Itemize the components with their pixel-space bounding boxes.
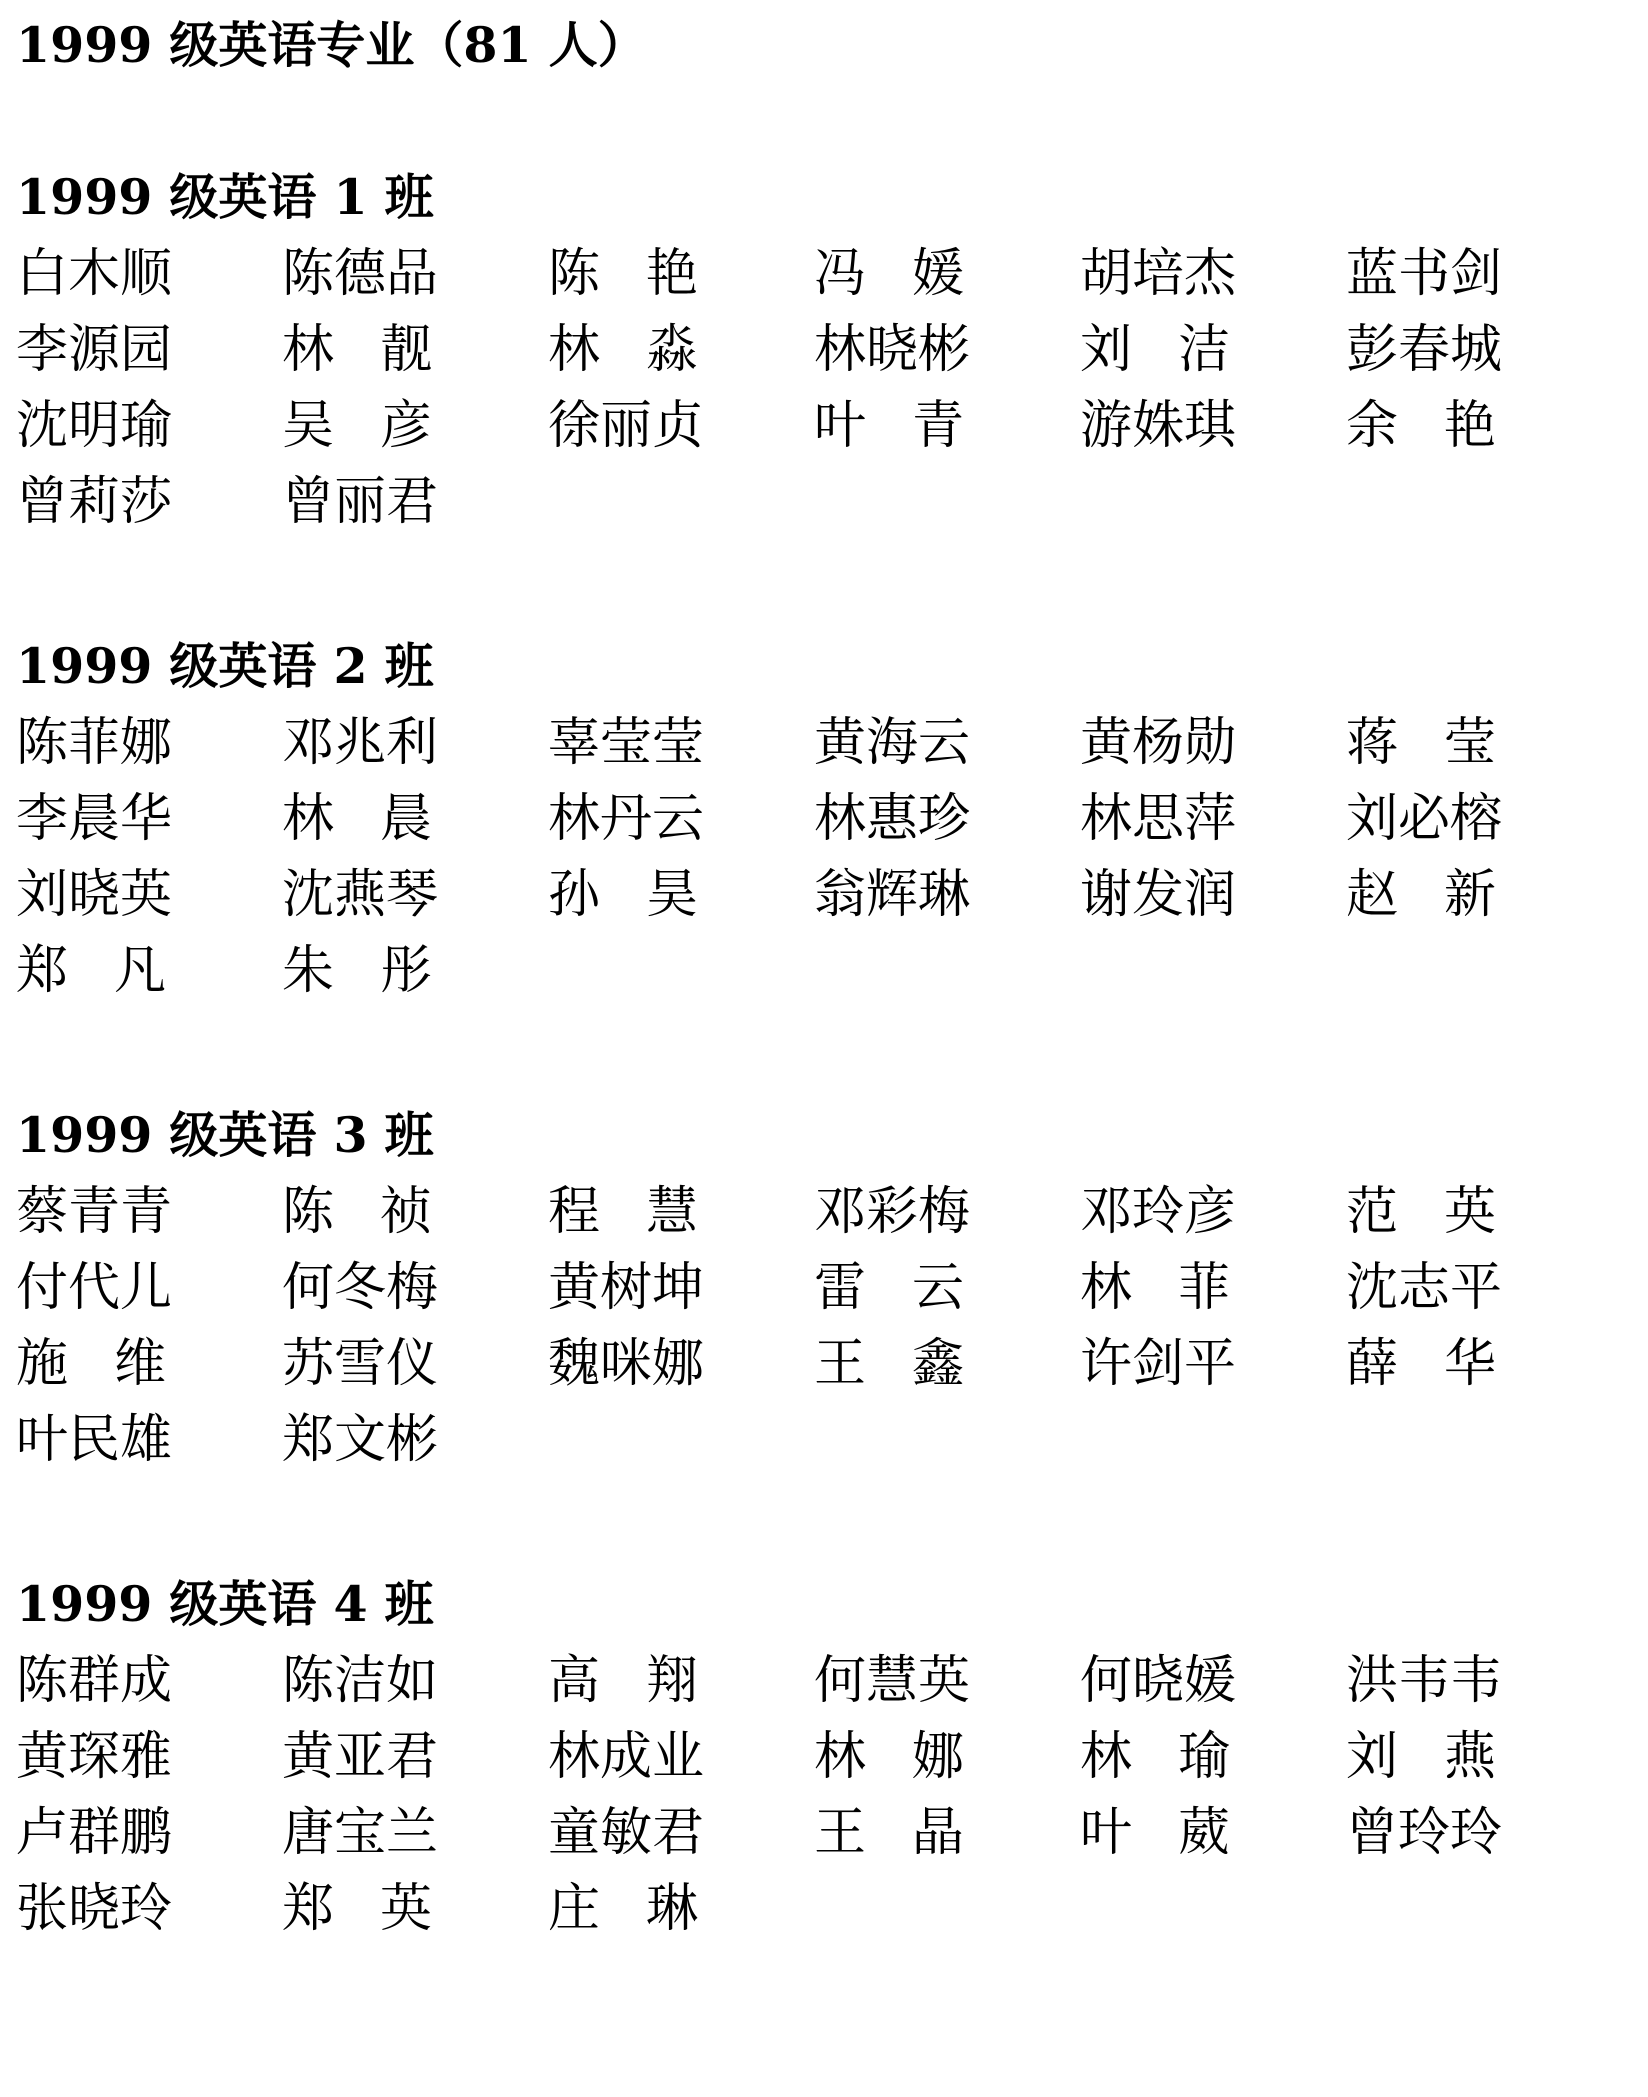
student-name: 黄 树 坤 (548, 1258, 705, 1318)
student-name: 林 靓 (282, 320, 432, 380)
student-name: 沈 燕 琴 (282, 865, 439, 925)
student-name: 曾 莉 莎 (16, 472, 173, 532)
student-name: 王 鑫 (814, 1334, 964, 1394)
student-name: 程 慧 (548, 1182, 698, 1242)
student-name: 邓 兆 利 (282, 713, 439, 773)
student-name: 魏 咪 娜 (548, 1334, 705, 1394)
student-name: 谢 发 润 (1080, 865, 1237, 925)
student-name-grid (16, 1179, 1616, 1483)
student-name-grid (16, 710, 1616, 1014)
student-name: 陈 德 品 (282, 244, 439, 304)
student-name: 曾 玲 玲 (1346, 1803, 1503, 1863)
student-name: 叶 民 雄 (16, 1410, 173, 1470)
student-name: 翁 辉 琳 (814, 865, 971, 925)
class-list (16, 166, 1616, 1952)
student-name: 孙 昊 (548, 865, 698, 925)
student-name: 冯 媛 (814, 244, 964, 304)
student-name: 洪 韦 韦 (1346, 1651, 1503, 1711)
student-name: 徐 丽 贞 (548, 396, 705, 456)
student-name: 刘 燕 (1346, 1727, 1496, 1787)
student-name: 高 翔 (548, 1651, 698, 1711)
student-name: 胡 培 杰 (1080, 244, 1237, 304)
student-name: 李 源 园 (16, 320, 173, 380)
student-name: 何 晓 媛 (1080, 1651, 1237, 1711)
class-section (16, 1104, 1616, 1483)
document-title: 1999 级英语专业（81 人） (16, 16, 647, 74)
class-heading: 1999 级英语 3 班 (16, 1106, 434, 1164)
student-name: 邓 彩 梅 (814, 1182, 971, 1242)
student-name: 林 惠 珍 (814, 789, 971, 849)
student-name: 沈 明 瑜 (16, 396, 173, 456)
student-name: 范 英 (1346, 1182, 1496, 1242)
student-name: 林 晨 (282, 789, 432, 849)
student-name: 林 淼 (548, 320, 698, 380)
student-name: 雷 云 (814, 1258, 964, 1318)
student-name: 蓝 书 剑 (1346, 244, 1503, 304)
student-name: 施 维 (16, 1334, 166, 1394)
student-name: 唐 宝 兰 (282, 1803, 439, 1863)
student-name: 彭 春 城 (1346, 320, 1503, 380)
document-page (16, 14, 1616, 1952)
student-name-grid (16, 241, 1616, 545)
student-name: 白 木 顺 (16, 244, 173, 304)
student-name: 陈 洁 如 (282, 1651, 439, 1711)
student-name: 陈 群 成 (16, 1651, 173, 1711)
student-name: 曾 丽 君 (282, 472, 439, 532)
class-heading: 1999 级英语 4 班 (16, 1575, 434, 1633)
student-name: 黄 亚 君 (282, 1727, 439, 1787)
student-name: 林 娜 (814, 1727, 964, 1787)
student-name: 余 艳 (1346, 396, 1496, 456)
student-name: 庄 琳 (548, 1879, 698, 1939)
student-name: 吴 彦 (282, 396, 432, 456)
student-name: 叶 葳 (1080, 1803, 1230, 1863)
student-name: 游 姝 琪 (1080, 396, 1237, 456)
student-name: 朱 彤 (282, 941, 432, 1001)
student-name: 林 成 业 (548, 1727, 705, 1787)
student-name: 刘 必 榕 (1346, 789, 1503, 849)
class-heading: 1999 级英语 1 班 (16, 168, 434, 226)
student-name: 辜 莹 莹 (548, 713, 705, 773)
class-section (16, 635, 1616, 1014)
student-name: 林 菲 (1080, 1258, 1230, 1318)
student-name: 叶 青 (814, 396, 964, 456)
student-name: 黄 海 云 (814, 713, 971, 773)
class-section (16, 1573, 1616, 1952)
student-name: 邓 玲 彦 (1080, 1182, 1237, 1242)
student-name: 薛 华 (1346, 1334, 1496, 1394)
student-name: 陈 艳 (548, 244, 698, 304)
student-name: 黄 杨 勋 (1080, 713, 1237, 773)
student-name: 黄 琛 雅 (16, 1727, 173, 1787)
student-name: 林 丹 云 (548, 789, 705, 849)
student-name: 刘 洁 (1080, 320, 1230, 380)
student-name: 李 晨 华 (16, 789, 173, 849)
student-name: 童 敏 君 (548, 1803, 705, 1863)
student-name: 林 晓 彬 (814, 320, 971, 380)
student-name: 林 思 萍 (1080, 789, 1237, 849)
student-name: 王 晶 (814, 1803, 964, 1863)
student-name: 何 冬 梅 (282, 1258, 439, 1318)
student-name: 郑 凡 (16, 941, 166, 1001)
student-name: 付 代 儿 (16, 1258, 173, 1318)
student-name: 沈 志 平 (1346, 1258, 1503, 1318)
student-name: 郑 文 彬 (282, 1410, 439, 1470)
student-name: 苏 雪 仪 (282, 1334, 439, 1394)
student-name: 卢 群 鹏 (16, 1803, 173, 1863)
student-name: 许 剑 平 (1080, 1334, 1237, 1394)
student-name: 郑 英 (282, 1879, 432, 1939)
student-name: 陈 菲 娜 (16, 713, 173, 773)
student-name: 蔡 青 青 (16, 1182, 173, 1242)
student-name: 蒋 莹 (1346, 713, 1496, 773)
student-name: 张 晓 玲 (16, 1879, 173, 1939)
student-name: 赵 新 (1346, 865, 1496, 925)
class-heading: 1999 级英语 2 班 (16, 637, 434, 695)
student-name: 何 慧 英 (814, 1651, 971, 1711)
student-name: 陈 祯 (282, 1182, 432, 1242)
student-name: 刘 晓 英 (16, 865, 173, 925)
student-name: 林 瑜 (1080, 1727, 1230, 1787)
student-name-grid (16, 1648, 1616, 1952)
class-section (16, 166, 1616, 545)
